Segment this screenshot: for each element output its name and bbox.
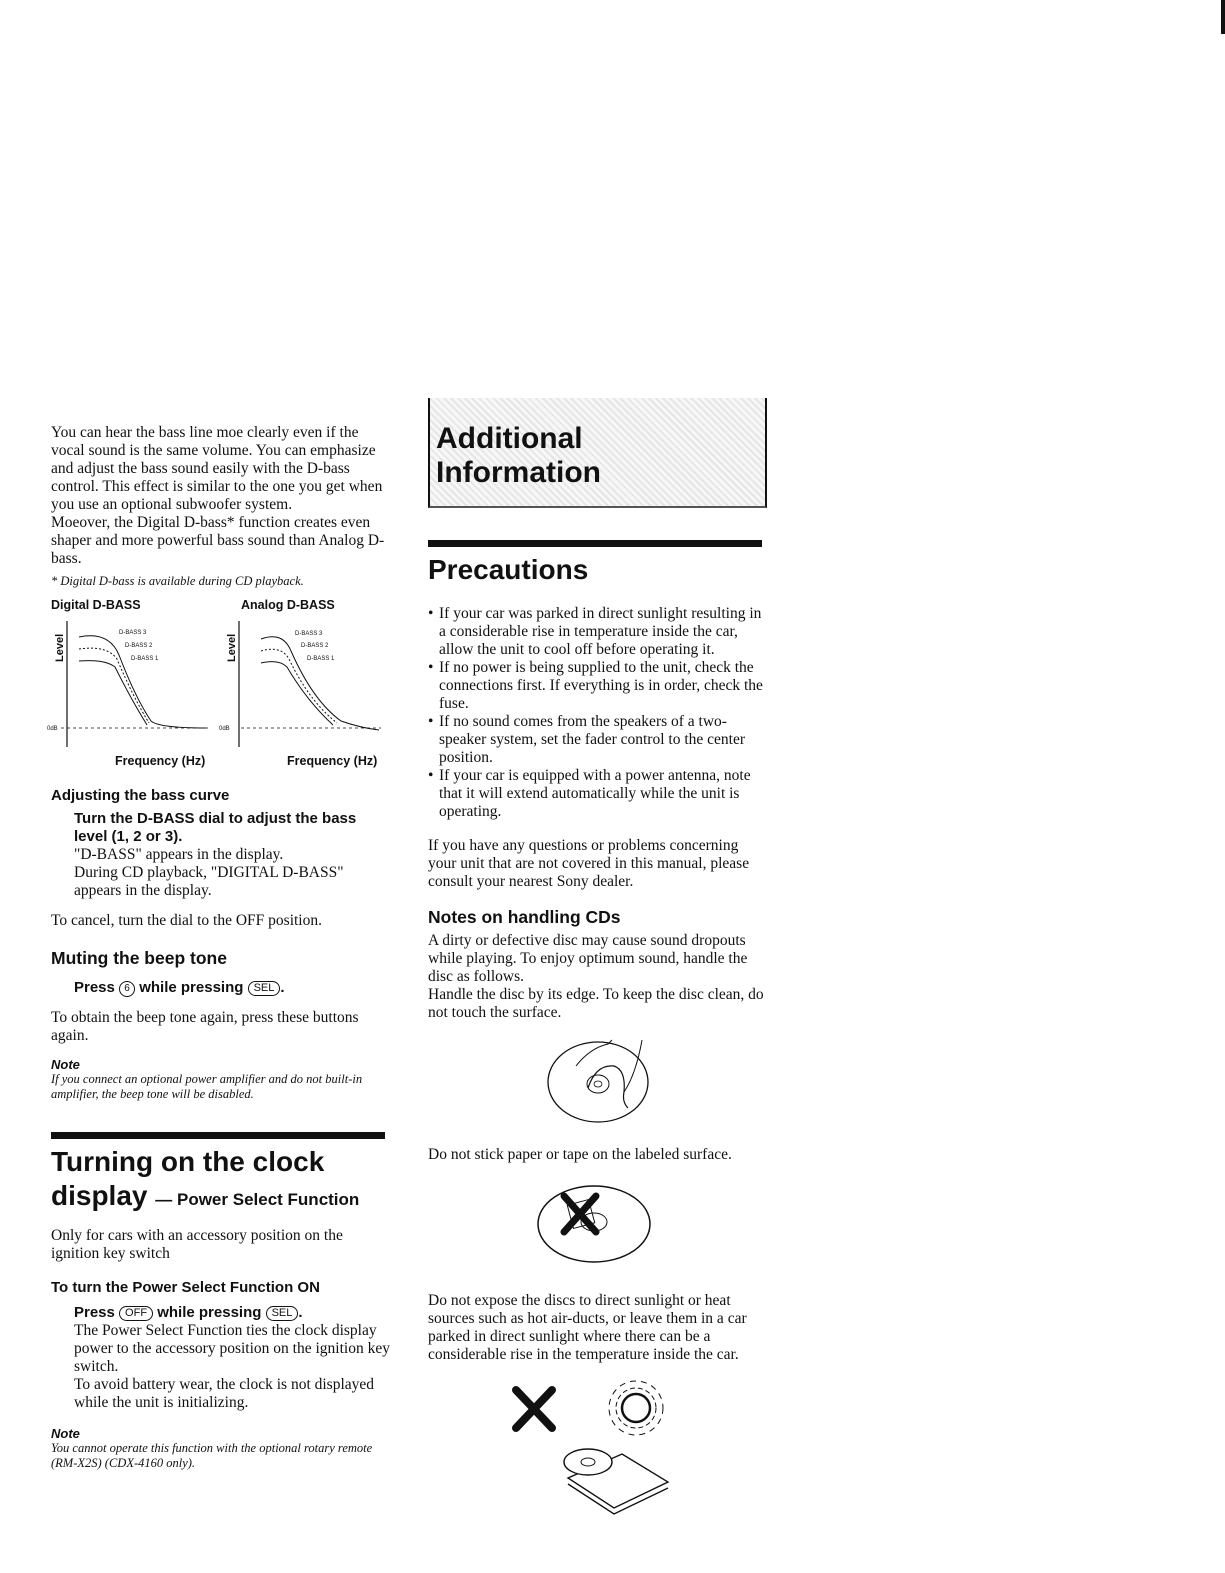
banner-line2: Information: [436, 456, 601, 489]
clock-step-press: Press: [74, 1304, 115, 1321]
x-mark-icon: [516, 1390, 552, 1428]
adjust-bass-desc-2: During CD playback, "DIGITAL D-BASS" appears in the display.: [74, 864, 344, 899]
cd-handling-p1: A dirty or defective disc may cause sound dropouts while playing. To enjoy optimum sound, handle the disc as follows.: [428, 932, 748, 985]
precaution-item: • If your car was parked in direct sunlight resulting in a considerable rise in temperature inside the car, allow the unit to cool off before operating it.: [428, 605, 768, 659]
digital-dbass-title: Digital D-BASS: [51, 598, 141, 612]
clock-subtitle: — Power Select Function: [155, 1190, 360, 1209]
clock-step-end: .: [298, 1304, 303, 1321]
precautions-list: [428, 605, 768, 821]
page-edge-mark: [1221, 0, 1225, 34]
digital-zero-db: 0dB: [47, 726, 58, 732]
adjust-bass-desc-1: "D-BASS" appears in the display.: [74, 846, 284, 863]
analog-dbass-title: Analog D-BASS: [241, 598, 335, 612]
clock-desc-1: The Power Select Function ties the clock display power to the accessory position on the ignition key switch.: [74, 1322, 390, 1375]
precaution-item: • If no power is being supplied to the unit, check the connections first. If everything is in order, check the fuse.: [428, 659, 768, 713]
clock-intro: Only for cars with an accessory position on the ignition key switch: [51, 1227, 343, 1262]
cd-handling-heading: Notes on handling CDs: [428, 907, 621, 927]
right-column: [428, 398, 768, 1520]
key-sel-button-2: SEL: [266, 1306, 299, 1321]
digital-curve-1: [79, 661, 147, 725]
clock-section-rule: [51, 1132, 385, 1139]
digital-frequency-label: Frequency (Hz): [115, 754, 206, 768]
key-off-button: OFF: [119, 1306, 153, 1321]
cd-handling-p3: Do not stick paper or tape on the labeled surface.: [428, 1146, 732, 1163]
beep-step-while: while pressing: [139, 979, 244, 996]
analog-frequency-label: Frequency (Hz): [287, 754, 378, 768]
analog-curve3-label: D-BASS 3: [295, 631, 323, 637]
digital-curve1-label: D-BASS 1: [131, 656, 159, 662]
dbass-intro-paragraph: You can hear the bass line moe clearly even if the vocal sound is the same volume. You can emphasize and adjust the bass sound easily with the D-bass control. This effect is similar to the one you get when you use an optional subwoofer system.: [51, 424, 383, 513]
clock-on-heading: To turn the Power Select Function ON: [51, 1279, 320, 1296]
analog-zero-db: 0dB: [219, 726, 230, 732]
digital-curve-3: [79, 636, 206, 728]
disc-on-case-icon: [564, 1449, 668, 1514]
hand-holding-disc-figure: [428, 1030, 768, 1130]
sunlight-disc-svg: [428, 1370, 768, 1520]
analog-curve1-label: D-BASS 1: [307, 656, 335, 662]
digital-level-label: Level: [54, 633, 66, 662]
sunlight-disc-figure: [428, 1370, 768, 1520]
beep-note-label: Note: [51, 1057, 80, 1072]
analog-curve-3: [261, 637, 379, 730]
dbass-graphs: [47, 597, 391, 769]
clock-desc-2: To avoid battery wear, the clock is not displayed while the unit is initializing.: [74, 1376, 375, 1411]
crossed-disc-figure: [428, 1172, 768, 1272]
muting-beep-heading: Muting the beep tone: [51, 948, 227, 968]
dbass-footnote: * Digital D-bass is available during CD playback.: [51, 574, 304, 588]
key-6-button: 6: [119, 981, 135, 997]
clock-step-while: while pressing: [157, 1304, 262, 1321]
clock-title-line1: Turning on the clock: [51, 1146, 325, 1177]
muting-beep-step: [51, 979, 391, 997]
hand-holding-disc-icon: [428, 1030, 768, 1130]
cd-handling-p4: Do not expose the discs to direct sunlight or heat sources such as hot air-ducts, or leave them in a car parked in direct sunlight where there can be a considerable rise in the temperature inside the car.: [428, 1292, 747, 1363]
dbass-graphs-svg: [47, 597, 391, 769]
beep-restore-text: To obtain the beep tone again, press these buttons again.: [51, 1009, 359, 1044]
digital-curve3-label: D-BASS 3: [119, 630, 147, 636]
precautions-rule: [428, 540, 762, 547]
clock-note-label: Note: [51, 1426, 80, 1441]
clock-title-line2: display: [51, 1180, 148, 1211]
analog-curve2-label: D-BASS 2: [301, 643, 329, 649]
precautions-questions: If you have any questions or problems concerning your unit that are not covered in this manual, please consult your nearest Sony dealer.: [428, 837, 750, 890]
digital-curve2-label: D-BASS 2: [125, 643, 153, 649]
beep-step-end: .: [280, 979, 285, 996]
analog-level-label: Level: [226, 633, 238, 662]
left-column: [47, 424, 391, 1471]
clock-note-text: You cannot operate this function with the optional rotary remote (RM-X2S) (CDX-4160 only).: [51, 1441, 373, 1470]
adjust-bass-step: Turn the D-BASS dial to adjust the bass level (1, 2 or 3).: [74, 810, 357, 845]
crossed-disc-icon: [428, 1172, 768, 1272]
banner-title: [436, 422, 601, 490]
adjust-bass-heading: Adjusting the bass curve: [51, 787, 230, 804]
cd-handling-p2: Handle the disc by its edge. To keep the disc clean, do not touch the surface.: [428, 986, 764, 1021]
banner-line1: Additional: [436, 422, 583, 455]
precautions-title: Precautions: [428, 554, 589, 585]
beep-step-press: Press: [74, 979, 115, 996]
cancel-dbass-text: To cancel, turn the dial to the OFF position.: [51, 912, 322, 929]
precaution-item: • If your car is equipped with a power antenna, note that it will extend automatically while the unit is operating.: [428, 767, 768, 821]
clock-title: [51, 1145, 391, 1217]
additional-information-banner: [428, 398, 767, 508]
sun-icon: [609, 1381, 663, 1435]
key-sel-button: SEL: [248, 981, 281, 996]
beep-note-text: If you connect an optional power amplifier and do not built-in amplifier, the beep tone will be disabled.: [51, 1072, 363, 1101]
precaution-item: • If no sound comes from the speakers of a two-speaker system, set the fader control to the center position.: [428, 713, 768, 767]
dbass-intro-paragraph-2: Moeover, the Digital D-bass* function creates even shaper and more powerful bass sound than Analog D-bass.: [51, 514, 385, 567]
analog-curve-1: [261, 662, 333, 725]
clock-on-step: [74, 1304, 391, 1322]
